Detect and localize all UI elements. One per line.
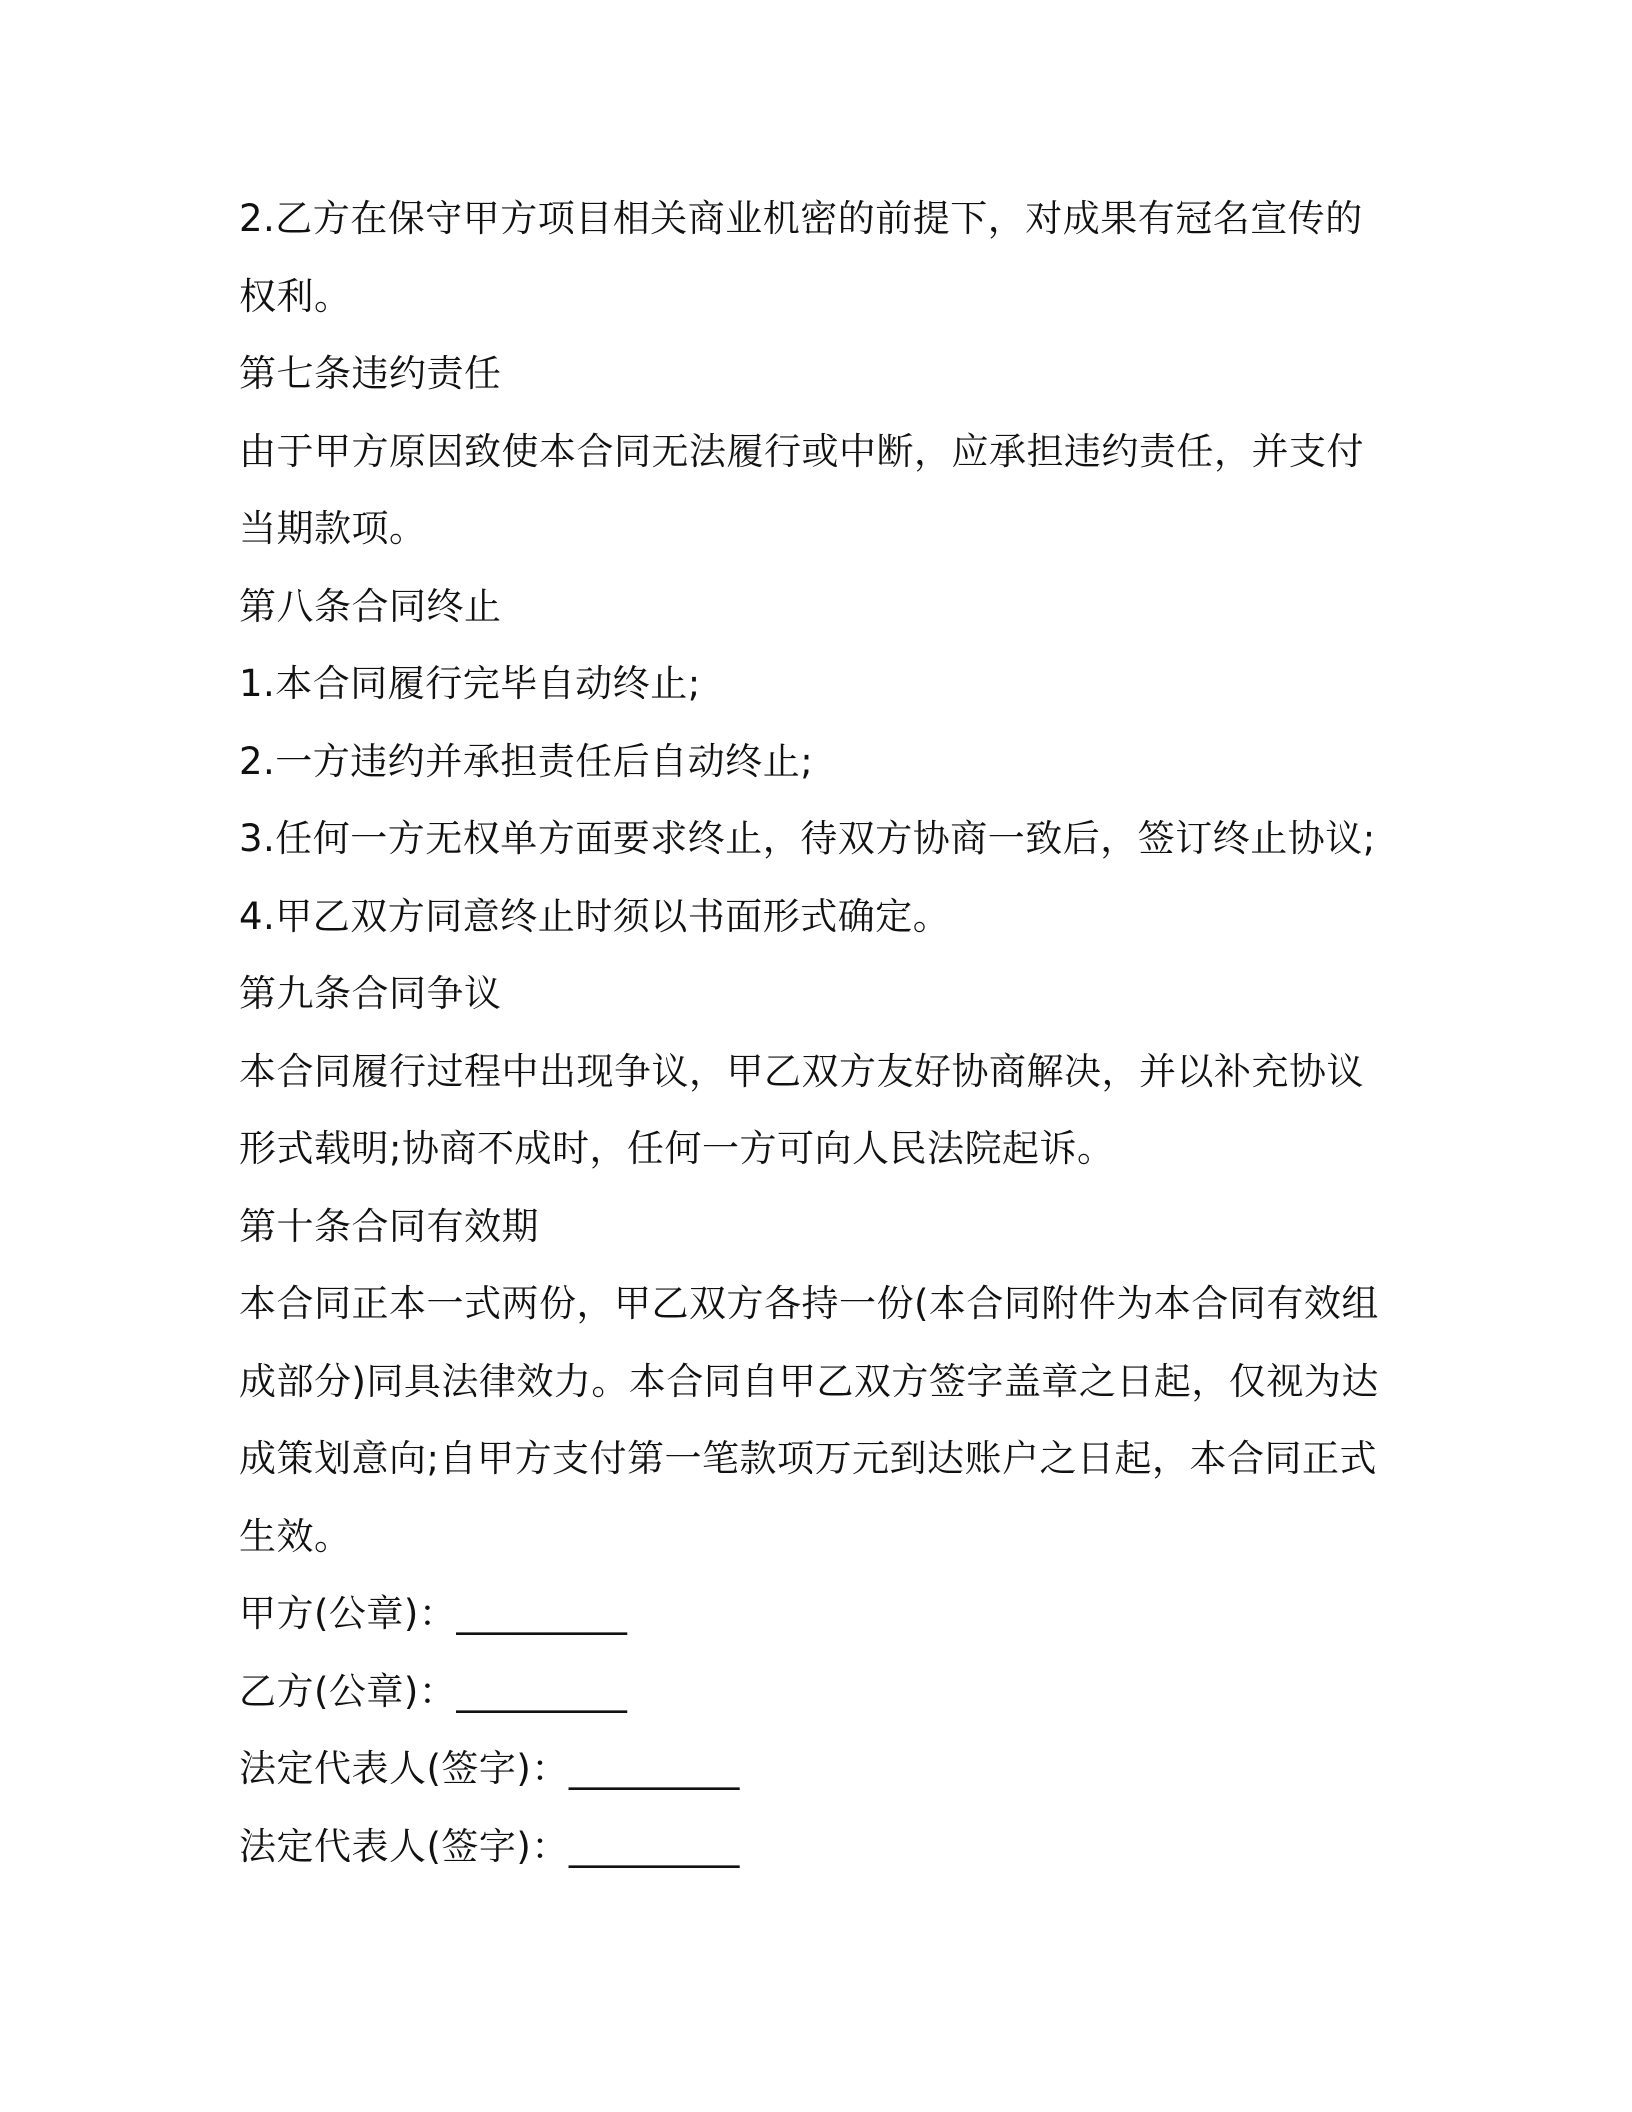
clause-10-text-line-1: 本合同正本一式两份，甲乙双方各持一份(本合同附件为本合同有效组 xyxy=(239,1282,1379,1325)
clause-9-text-line-1: 本合同履行过程中出现争议，甲乙双方友好协商解决，并以补充协议 xyxy=(239,1049,1364,1093)
clause-6-item-2-line-2: 权利。 xyxy=(239,274,352,318)
legal-representative-signature-field-2: 法定代表人(签字)：_________ xyxy=(239,1824,740,1868)
clause-10-text-line-2: 成部分)同具法律效力。本合同自甲乙双方签字盖章之日起，仅视为达 xyxy=(239,1359,1379,1403)
clause-8-item-3: 3.任何一方无权单方面要求终止，待双方协商一致后，签订终止协议; xyxy=(239,817,1376,860)
party-a-seal-field: 甲方(公章)：_________ xyxy=(239,1592,628,1635)
clause-10-heading: 第十条合同有效期 xyxy=(239,1204,539,1248)
clause-9-heading: 第九条合同争议 xyxy=(239,972,502,1015)
clause-8-item-2: 2.一方违约并承担责任后自动终止; xyxy=(239,739,814,783)
contract-body xyxy=(239,187,1379,1892)
clause-7-heading: 第七条违约责任 xyxy=(239,352,502,395)
clause-7-text-line-1: 由于甲方原因致使本合同无法履行或中断，应承担违约责任，并支付 xyxy=(239,429,1364,473)
clause-8-item-1: 1.本合同履行完毕自动终止; xyxy=(239,662,701,705)
clause-9-text-line-2: 形式载明;协商不成时，任何一方可向人民法院起诉。 xyxy=(239,1127,1115,1170)
clause-8-item-4: 4.甲乙双方同意终止时须以书面形式确定。 xyxy=(239,894,951,938)
clause-10-text-line-4: 生效。 xyxy=(239,1514,352,1558)
legal-representative-signature-field-1: 法定代表人(签字)：_________ xyxy=(239,1747,740,1790)
clause-6-item-2-line-1: 2.乙方在保守甲方项目相关商业机密的前提下，对成果有冠名宣传的 xyxy=(239,197,1363,240)
clause-10-text-line-3: 成策划意向;自甲方支付第一笔款项万元到达账户之日起，本合同正式 xyxy=(239,1437,1377,1480)
clause-7-text-line-2: 当期款项。 xyxy=(239,507,427,550)
clause-8-heading: 第八条合同终止 xyxy=(239,584,502,628)
party-b-seal-field: 乙方(公章)：_________ xyxy=(239,1669,628,1713)
